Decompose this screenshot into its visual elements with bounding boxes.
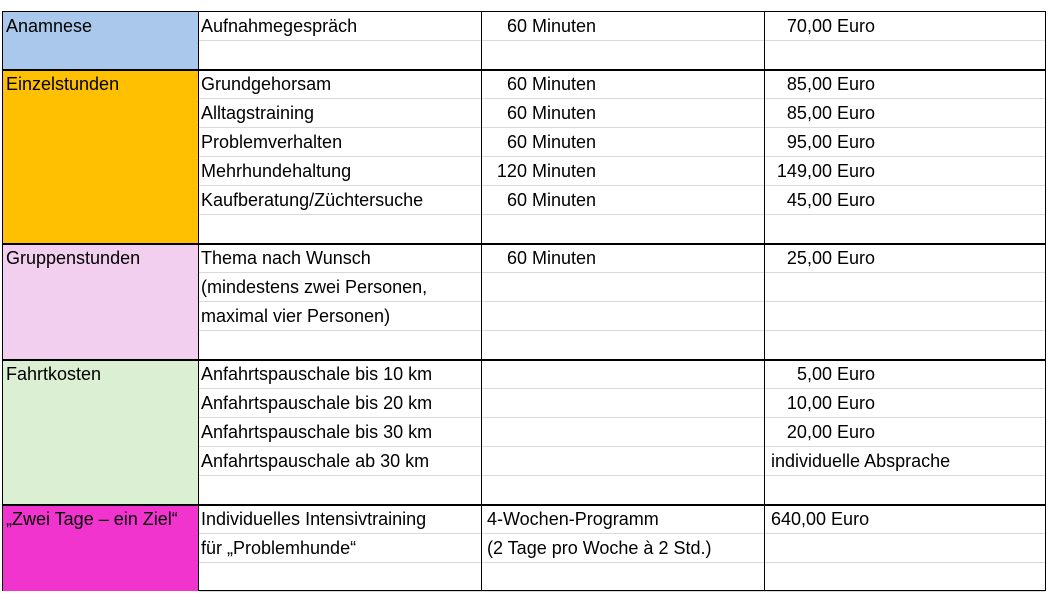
price-cell[interactable]	[768, 273, 1048, 302]
description-cell[interactable]	[201, 563, 481, 592]
price-cell[interactable]	[768, 476, 1048, 505]
table-row	[3, 186, 1045, 215]
price-text: 149,00 Euro	[776, 161, 875, 181]
price-text: 640,00 Euro	[771, 509, 870, 529]
duration-cell[interactable]	[484, 99, 764, 128]
price-cell[interactable]	[768, 41, 1048, 70]
category-label: „Zwei Tage – ein Ziel“	[6, 509, 178, 529]
group-separator	[3, 69, 1045, 71]
category-label: Einzelstunden	[6, 74, 120, 94]
description-cell[interactable]: Thema nach Wunsch	[201, 248, 371, 268]
duration-cell[interactable]	[484, 360, 764, 389]
duration-cell[interactable]	[484, 563, 764, 592]
duration-cell[interactable]	[484, 505, 764, 534]
price-cell[interactable]	[768, 534, 1048, 563]
table-row	[3, 505, 1045, 534]
description-cell[interactable]: Anfahrtspauschale ab 30 km	[201, 451, 430, 471]
price-cell[interactable]	[768, 563, 1048, 592]
price-cell[interactable]	[768, 215, 1048, 244]
table-row	[3, 302, 1045, 331]
price-cell[interactable]	[768, 70, 1048, 99]
duration-cell[interactable]	[484, 215, 764, 244]
table-row	[3, 563, 1045, 592]
description-cell[interactable]: (mindestens zwei Personen,	[201, 277, 428, 297]
duration-text: 60 Minuten	[506, 132, 596, 152]
duration-cell[interactable]	[484, 157, 764, 186]
duration-cell[interactable]	[484, 70, 764, 99]
description-cell[interactable]: Alltagstraining	[201, 103, 315, 123]
price-cell[interactable]	[768, 505, 1048, 534]
description-cell[interactable]: für „Problemhunde“	[201, 538, 357, 558]
table-row	[3, 128, 1045, 157]
price-cell[interactable]	[768, 447, 1048, 476]
table-row	[3, 273, 1045, 302]
category-label: Gruppenstunden	[6, 248, 141, 268]
price-cell[interactable]	[768, 302, 1048, 331]
price-text: 70,00 Euro	[786, 16, 875, 36]
description-cell[interactable]	[201, 331, 481, 360]
duration-cell[interactable]	[484, 41, 764, 70]
duration-text: 120 Minuten	[496, 161, 596, 181]
duration-cell[interactable]	[484, 331, 764, 360]
price-text: 10,00 Euro	[786, 393, 875, 413]
description-cell[interactable]: Anfahrtspauschale bis 10 km	[201, 364, 433, 384]
description-cell[interactable]	[201, 215, 481, 244]
price-cell[interactable]	[768, 418, 1048, 447]
duration-text: 60 Minuten	[506, 248, 596, 268]
price-text: 85,00 Euro	[786, 103, 875, 123]
table-row	[3, 99, 1045, 128]
table-row	[3, 41, 1045, 70]
group-separator	[3, 359, 1045, 361]
description-cell[interactable]: Individuelles Intensivtraining	[201, 509, 427, 529]
duration-cell[interactable]	[484, 476, 764, 505]
description-cell[interactable]: maximal vier Personen)	[201, 306, 391, 326]
table-row	[3, 157, 1045, 186]
category-label: Anamnese	[6, 16, 93, 36]
category-label: Fahrtkosten	[6, 364, 102, 384]
description-cell[interactable]: Problemverhalten	[201, 132, 343, 152]
table-row	[3, 476, 1045, 505]
duration-text: 60 Minuten	[506, 16, 596, 36]
table-row	[3, 534, 1045, 563]
description-cell[interactable]: Grundgehorsam	[201, 74, 332, 94]
price-cell[interactable]	[768, 186, 1048, 215]
price-cell[interactable]	[768, 244, 1048, 273]
price-text: 95,00 Euro	[786, 132, 875, 152]
duration-cell[interactable]	[484, 244, 764, 273]
duration-cell[interactable]	[484, 534, 764, 563]
duration-cell[interactable]	[484, 302, 764, 331]
description-cell[interactable]: Kaufberatung/Züchtersuche	[201, 190, 424, 210]
table-row	[3, 12, 1045, 41]
table-row	[3, 447, 1045, 476]
description-cell[interactable]	[201, 476, 481, 505]
duration-text: 4-Wochen-Programm	[487, 509, 659, 529]
description-cell[interactable]: Anfahrtspauschale bis 20 km	[201, 393, 433, 413]
price-text: 45,00 Euro	[786, 190, 875, 210]
price-text: 25,00 Euro	[786, 248, 875, 268]
price-text: 85,00 Euro	[786, 74, 875, 94]
description-cell[interactable]: Aufnahmegespräch	[201, 16, 358, 36]
duration-text: (2 Tage pro Woche à 2 Std.)	[487, 538, 712, 558]
table-row	[3, 331, 1045, 360]
group-separator	[3, 243, 1045, 245]
price-text: 20,00 Euro	[786, 422, 875, 442]
duration-cell[interactable]	[484, 389, 764, 418]
duration-cell[interactable]	[484, 128, 764, 157]
price-cell[interactable]	[768, 99, 1048, 128]
group-separator	[3, 504, 1045, 506]
price-cell[interactable]	[768, 360, 1048, 389]
duration-text: 60 Minuten	[506, 74, 596, 94]
price-table	[2, 11, 1046, 591]
price-text: 5,00 Euro	[796, 364, 875, 384]
description-cell[interactable]: Mehrhundehaltung	[201, 161, 352, 181]
description-cell[interactable]	[201, 41, 481, 70]
description-cell[interactable]: Anfahrtspauschale bis 30 km	[201, 422, 433, 442]
duration-cell[interactable]	[484, 418, 764, 447]
price-cell[interactable]	[768, 157, 1048, 186]
duration-text: 60 Minuten	[506, 190, 596, 210]
duration-cell[interactable]	[484, 273, 764, 302]
table-row	[3, 244, 1045, 273]
price-cell[interactable]	[768, 389, 1048, 418]
price-cell[interactable]	[768, 12, 1048, 41]
price-cell[interactable]	[768, 331, 1048, 360]
duration-text: 60 Minuten	[506, 103, 596, 123]
duration-cell[interactable]	[484, 186, 764, 215]
duration-cell[interactable]	[484, 12, 764, 41]
price-cell[interactable]	[768, 128, 1048, 157]
duration-cell[interactable]	[484, 447, 764, 476]
table-row	[3, 70, 1045, 99]
table-row	[3, 418, 1045, 447]
price-text: individuelle Absprache	[771, 451, 951, 471]
table-row	[3, 389, 1045, 418]
table-row	[3, 215, 1045, 244]
table-row	[3, 360, 1045, 389]
